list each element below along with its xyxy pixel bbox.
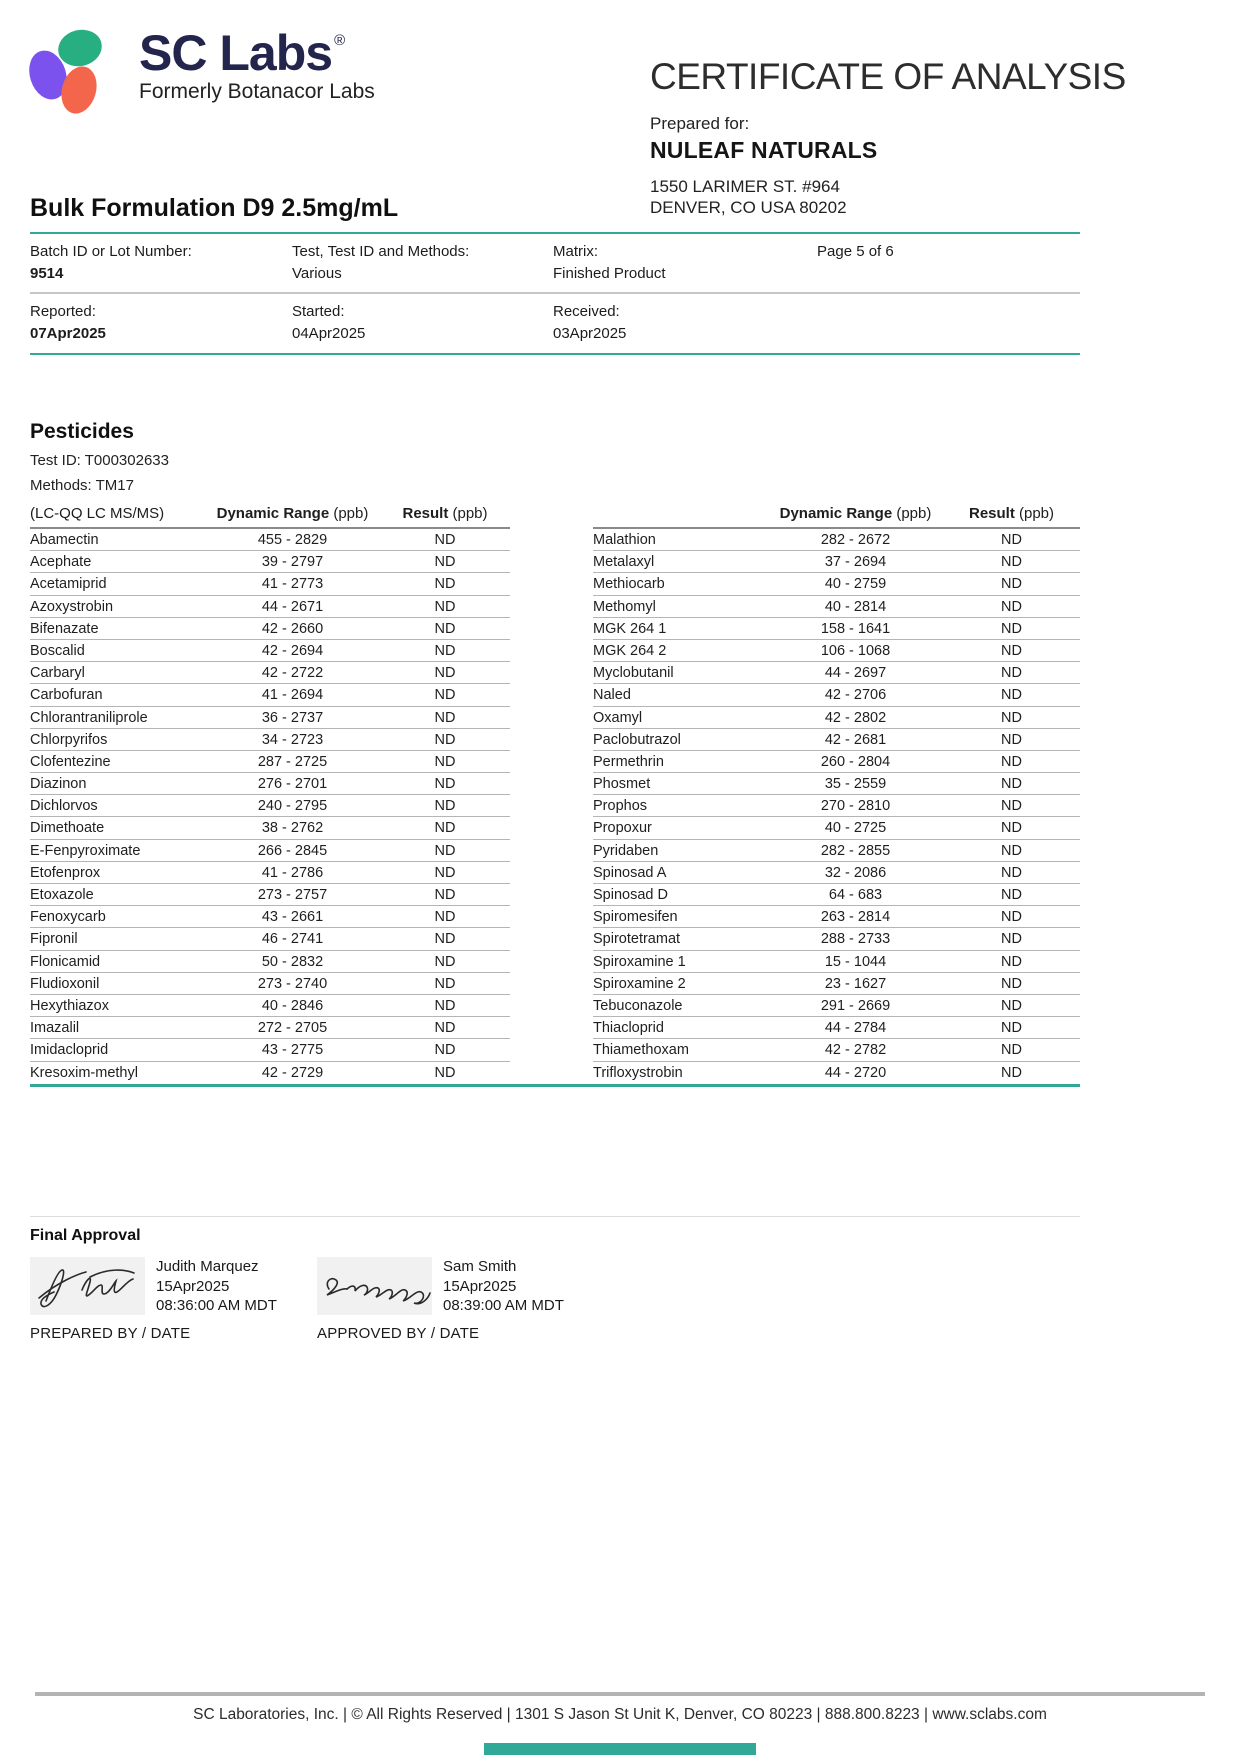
analyte-name: Naled — [593, 687, 631, 704]
prepared-by-group — [30, 1257, 277, 1342]
table-row — [593, 729, 1080, 751]
dynamic-range-value: 455 - 2829 — [257, 532, 328, 548]
result-value: ND — [1001, 975, 1022, 992]
result-value: ND — [434, 753, 456, 770]
result-value: ND — [1001, 1064, 1022, 1081]
dynamic-range-value: 44 - 2784 — [824, 1020, 887, 1037]
analyte-name: Chlorantraniliprole — [30, 709, 148, 726]
pesticides-test-id: Test ID: T000302633 — [30, 452, 169, 469]
result-value: ND — [1001, 820, 1022, 837]
result-value: ND — [434, 842, 456, 859]
sample-info-row-1 — [30, 234, 1080, 294]
dynamic-range-column-header — [205, 505, 380, 527]
dynamic-range-value: 287 - 2725 — [257, 753, 328, 770]
dynamic-range-header-bold: Dynamic Range — [779, 505, 893, 522]
result-value: ND — [434, 931, 456, 948]
dynamic-range-value: 42 - 2729 — [261, 1064, 324, 1081]
client-address-line2: DENVER, CO USA 80202 — [650, 198, 847, 218]
table-row — [30, 973, 510, 995]
dynamic-range-value: 38 - 2762 — [261, 820, 324, 837]
analyte-name: Spiroxamine 1 — [593, 953, 686, 970]
table-row — [593, 596, 1080, 618]
dynamic-range-value: 39 - 2797 — [261, 554, 324, 571]
table-row — [593, 707, 1080, 729]
analyte-name: Methomyl — [593, 598, 656, 615]
result-value: ND — [434, 953, 456, 970]
analyte-name: Dichlorvos — [30, 798, 98, 815]
table-row — [593, 1017, 1080, 1039]
table-row — [593, 551, 1080, 573]
prepared-signer-info — [156, 1257, 277, 1316]
analyte-name: MGK 264 2 — [593, 642, 667, 659]
analyte-name: Abamectin — [30, 532, 99, 548]
approved-signer-name: Sam Smith — [443, 1258, 517, 1275]
analyte-name: Boscalid — [30, 642, 85, 659]
table-row — [30, 1039, 510, 1061]
pesticides-table-left-body — [30, 529, 510, 1084]
table-row — [30, 840, 510, 862]
analyte-name: Imazalil — [30, 1020, 80, 1037]
result-value: ND — [434, 620, 456, 637]
result-value: ND — [1001, 931, 1022, 948]
analyte-name: MGK 264 1 — [593, 620, 667, 637]
pesticides-section-title: Pesticides — [30, 420, 134, 443]
result-value: ND — [434, 975, 456, 992]
dynamic-range-value: 106 - 1068 — [820, 642, 891, 659]
dynamic-range-value: 42 - 2660 — [261, 620, 324, 637]
analyte-name: Hexythiazox — [30, 997, 109, 1014]
pesticides-tables — [30, 502, 1080, 1087]
table-row — [593, 773, 1080, 795]
sclabs-logo-mark-icon — [30, 28, 125, 118]
result-column-header — [380, 505, 510, 527]
table-row — [30, 1062, 510, 1084]
started-label: Started: — [292, 303, 345, 320]
result-value: ND — [1001, 709, 1022, 726]
page-indicator: Page 5 of 6 — [817, 243, 894, 260]
table-row — [30, 928, 510, 950]
table-row — [30, 596, 510, 618]
dynamic-range-value: 282 - 2672 — [820, 532, 891, 548]
dynamic-range-value: 42 - 2802 — [824, 709, 887, 726]
approved-sign-date: 15Apr2025 — [443, 1277, 517, 1295]
reported-label: Reported: — [30, 303, 96, 320]
pesticides-table-left — [30, 502, 510, 1084]
table-row — [593, 684, 1080, 706]
table-row — [593, 951, 1080, 973]
table-row — [30, 906, 510, 928]
dynamic-range-value: 15 - 1044 — [824, 953, 887, 970]
table-row — [30, 618, 510, 640]
analyte-name: Myclobutanil — [593, 665, 674, 682]
table-row — [593, 618, 1080, 640]
analyte-name: Spinosad A — [593, 864, 667, 881]
result-value: ND — [1001, 798, 1022, 815]
pesticides-table-right-header — [593, 502, 1080, 529]
result-value: ND — [434, 887, 456, 903]
result-value: ND — [1001, 642, 1022, 659]
dynamic-range-value: 40 - 2814 — [824, 598, 887, 615]
dynamic-range-value: 41 - 2786 — [261, 864, 324, 881]
table-row — [593, 573, 1080, 595]
result-value: ND — [1001, 598, 1022, 615]
result-value: ND — [1001, 576, 1022, 593]
result-value: ND — [1001, 532, 1022, 548]
analyte-name: Prophos — [593, 798, 648, 815]
started-value: 04Apr2025 — [292, 325, 366, 342]
analyte-name: Paclobutrazol — [593, 731, 681, 748]
dynamic-range-value: 291 - 2669 — [820, 997, 891, 1014]
analyte-name: Clofentezine — [30, 753, 111, 770]
started-cell — [292, 303, 553, 342]
result-value: ND — [434, 1064, 456, 1081]
analyte-name: Permethrin — [593, 753, 664, 770]
dynamic-range-value: 42 - 2782 — [824, 1042, 887, 1059]
analyte-name: Azoxystrobin — [30, 598, 114, 615]
table-row — [593, 840, 1080, 862]
table-row — [30, 995, 510, 1017]
approved-by-label: APPROVED BY / DATE — [317, 1324, 480, 1342]
dynamic-range-header-unit: (ppb) — [329, 505, 369, 522]
dynamic-range-value: 44 - 2697 — [824, 665, 887, 682]
result-value: ND — [434, 665, 456, 682]
dynamic-range-header-bold: Dynamic Range — [216, 505, 330, 522]
result-value: ND — [1001, 953, 1022, 970]
result-value: ND — [1001, 864, 1022, 881]
analyte-name: Diazinon — [30, 776, 87, 793]
prepared-signature-image — [30, 1257, 145, 1315]
result-value: ND — [434, 576, 456, 593]
table-row — [30, 729, 510, 751]
analyte-name: Thiamethoxam — [593, 1042, 689, 1059]
analyte-name: Spinosad D — [593, 887, 668, 903]
dynamic-range-value: 34 - 2723 — [261, 731, 324, 748]
sample-info-table — [30, 232, 1080, 355]
table-row — [30, 707, 510, 729]
result-value: ND — [434, 1042, 456, 1059]
bottom-accent-bar — [484, 1743, 756, 1755]
dynamic-range-value: 44 - 2720 — [824, 1064, 887, 1081]
dynamic-range-value: 270 - 2810 — [820, 798, 891, 815]
analyte-name: Malathion — [593, 532, 656, 548]
client-name: NULEAF NATURALS — [650, 137, 878, 163]
result-value: ND — [434, 642, 456, 659]
table-row — [593, 995, 1080, 1017]
empty-cell — [817, 303, 1080, 342]
result-value: ND — [434, 864, 456, 881]
result-value: ND — [1001, 731, 1022, 748]
result-value: ND — [434, 997, 456, 1014]
dynamic-range-value: 42 - 2706 — [824, 687, 887, 704]
analyte-name: Fipronil — [30, 931, 78, 948]
table-row — [30, 951, 510, 973]
result-value: ND — [1001, 887, 1022, 903]
table-row — [593, 529, 1080, 551]
analyte-name: Propoxur — [593, 820, 652, 837]
table-row — [30, 684, 510, 706]
analyte-name: Tebuconazole — [593, 997, 683, 1014]
sample-info-row-2 — [30, 294, 1080, 353]
result-value: ND — [1001, 1020, 1022, 1037]
sclabs-logo — [30, 25, 375, 118]
certificate-title: CERTIFICATE OF ANALYSIS — [650, 56, 1126, 97]
analyte-name: Spiroxamine 2 — [593, 975, 686, 992]
result-value: ND — [434, 532, 456, 548]
matrix-value: Finished Product — [553, 265, 666, 282]
analyte-name: Dimethoate — [30, 820, 105, 837]
received-value: 03Apr2025 — [553, 325, 627, 342]
result-value: ND — [1001, 753, 1022, 770]
result-header-unit: (ppb) — [448, 505, 488, 522]
table-row — [593, 817, 1080, 839]
dynamic-range-value: 50 - 2832 — [261, 953, 324, 970]
result-value: ND — [1001, 1042, 1022, 1059]
analyte-name: Acetamiprid — [30, 576, 107, 593]
analyte-name: Etoxazole — [30, 887, 94, 903]
result-value: ND — [1001, 842, 1022, 859]
table-row — [30, 529, 510, 551]
result-header-unit: (ppb) — [1014, 505, 1055, 522]
analyte-name: Thiacloprid — [593, 1020, 664, 1037]
table-row — [30, 751, 510, 773]
dynamic-range-value: 64 - 683 — [828, 887, 883, 903]
received-label: Received: — [553, 303, 620, 320]
analyte-name: Etofenprox — [30, 864, 101, 881]
dynamic-range-column-header — [768, 505, 943, 527]
dynamic-range-value: 41 - 2773 — [261, 576, 324, 593]
received-cell — [553, 303, 817, 342]
table-row — [593, 884, 1080, 906]
table-row — [593, 662, 1080, 684]
analyte-name: Carbaryl — [30, 665, 85, 682]
table-row — [30, 817, 510, 839]
table-row — [593, 640, 1080, 662]
footer-text: SC Laboratories, Inc. | © All Rights Reserved | 1301 S Jason St Unit K, Denver, CO 80223 | 888.800.8223 | www.sclabs.com — [193, 1706, 1047, 1723]
dynamic-range-value: 23 - 1627 — [824, 975, 887, 992]
dynamic-range-value: 37 - 2694 — [824, 554, 887, 571]
prepared-by-label: PREPARED BY / DATE — [30, 1324, 191, 1342]
matrix-label: Matrix: — [553, 243, 598, 260]
dynamic-range-value: 282 - 2855 — [820, 842, 891, 859]
analyte-name: Fenoxycarb — [30, 909, 106, 926]
dynamic-range-value: 40 - 2725 — [824, 820, 887, 837]
result-value: ND — [1001, 554, 1022, 571]
analyte-name: Acephate — [30, 554, 92, 571]
registered-trademark-symbol: ® — [334, 32, 346, 49]
approved-sign-time: 08:39:00 AM MDT — [443, 1297, 564, 1314]
approved-signer-info — [443, 1257, 564, 1316]
result-value: ND — [434, 598, 456, 615]
dynamic-range-value: 276 - 2701 — [257, 776, 328, 793]
table-row — [30, 662, 510, 684]
dynamic-range-value: 44 - 2671 — [261, 598, 324, 615]
table-row — [593, 795, 1080, 817]
table-row — [30, 551, 510, 573]
table-row — [593, 1062, 1080, 1084]
approved-signature-image — [317, 1257, 432, 1315]
test-methods-label: Test, Test ID and Methods: — [292, 243, 470, 260]
dynamic-range-value: 41 - 2694 — [261, 687, 324, 704]
analyte-name: Kresoxim-methyl — [30, 1064, 138, 1081]
pesticides-table-right — [593, 502, 1080, 1084]
analyte-name: Trifloxystrobin — [593, 1064, 683, 1081]
dynamic-range-value: 42 - 2694 — [261, 642, 324, 659]
analyte-name: Carbofuran — [30, 687, 103, 704]
pesticides-section — [30, 420, 1080, 1087]
batch-id-label: Batch ID or Lot Number: — [30, 243, 192, 260]
analyte-name: Spirotetramat — [593, 931, 681, 948]
result-value: ND — [1001, 776, 1022, 793]
prepared-sign-time: 08:36:00 AM MDT — [156, 1297, 277, 1314]
result-value: ND — [434, 709, 456, 726]
final-approval-title: Final Approval — [30, 1227, 141, 1244]
dynamic-range-header-unit: (ppb) — [892, 505, 932, 522]
table-row — [30, 640, 510, 662]
analyte-name: Chlorpyrifos — [30, 731, 108, 748]
test-methods-value: Various — [292, 265, 342, 282]
result-value: ND — [1001, 665, 1022, 682]
test-methods-cell — [292, 243, 553, 282]
result-header-bold: Result — [402, 505, 449, 522]
brand-name: SC Labs — [139, 25, 333, 81]
result-value: ND — [434, 554, 456, 571]
dynamic-range-value: 266 - 2845 — [257, 842, 328, 859]
result-value: ND — [434, 1020, 456, 1037]
logo-text-block — [139, 25, 375, 104]
table-row — [30, 773, 510, 795]
table-row — [30, 1017, 510, 1039]
certificate-header — [650, 56, 1126, 219]
result-value: ND — [434, 798, 456, 815]
table-row — [30, 862, 510, 884]
result-value: ND — [1001, 909, 1022, 926]
analyte-name: Metalaxyl — [593, 554, 655, 571]
dynamic-range-value: 158 - 1641 — [820, 620, 891, 637]
table-row — [593, 751, 1080, 773]
result-value: ND — [1001, 620, 1022, 637]
dynamic-range-value: 42 - 2681 — [824, 731, 887, 748]
dynamic-range-value: 46 - 2741 — [261, 931, 324, 948]
reported-value: 07Apr2025 — [30, 325, 106, 342]
result-value: ND — [434, 909, 456, 926]
analyte-name: Imidacloprid — [30, 1042, 109, 1059]
matrix-cell — [553, 243, 817, 282]
dynamic-range-value: 273 - 2740 — [257, 975, 328, 992]
product-title: Bulk Formulation D9 2.5mg/mL — [30, 194, 399, 222]
client-address — [650, 176, 1080, 219]
table-row — [30, 795, 510, 817]
table-row — [593, 928, 1080, 950]
pesticides-table-right-body — [593, 529, 1080, 1084]
dynamic-range-value: 40 - 2759 — [824, 576, 887, 593]
dynamic-range-value: 240 - 2795 — [257, 798, 328, 815]
page-indicator-cell — [817, 243, 1080, 282]
analyte-name: Oxamyl — [593, 709, 643, 726]
prepared-signer-name: Judith Marquez — [156, 1258, 259, 1275]
prepared-for-label: Prepared for: — [650, 114, 750, 133]
dynamic-range-value: 43 - 2661 — [261, 909, 324, 926]
signature-area — [30, 1257, 1080, 1362]
table-row — [30, 884, 510, 906]
pesticides-table-left-header — [30, 502, 510, 529]
analyte-name: Phosmet — [593, 776, 651, 793]
dynamic-range-value: 35 - 2559 — [824, 776, 887, 793]
prepared-sign-date: 15Apr2025 — [156, 1277, 230, 1295]
batch-id-cell — [30, 243, 292, 282]
analyte-name: E-Fenpyroximate — [30, 842, 141, 859]
table-row — [30, 573, 510, 595]
batch-id-value: 9514 — [30, 265, 64, 282]
footer-divider — [35, 1692, 1205, 1696]
table-row — [593, 1039, 1080, 1061]
result-value: ND — [434, 776, 456, 793]
dynamic-range-value: 260 - 2804 — [820, 753, 891, 770]
dynamic-range-value: 40 - 2846 — [261, 997, 324, 1014]
dynamic-range-value: 43 - 2775 — [261, 1042, 324, 1059]
analyte-name: Pyridaben — [593, 842, 659, 859]
analyte-name: Spiromesifen — [593, 909, 678, 926]
analyte-name: Methiocarb — [593, 576, 665, 593]
approved-by-group — [317, 1257, 564, 1342]
result-value: ND — [434, 687, 456, 704]
brand-tagline: Formerly Botanacor Labs — [139, 80, 375, 103]
client-address-line1: 1550 LARIMER ST. #964 — [650, 177, 840, 196]
dynamic-range-value: 288 - 2733 — [820, 931, 891, 948]
analyte-name: Flonicamid — [30, 953, 101, 970]
dynamic-range-value: 42 - 2722 — [261, 665, 324, 682]
table-row — [593, 862, 1080, 884]
table-row — [593, 973, 1080, 995]
analyte-name: Bifenazate — [30, 620, 99, 637]
analyte-name: Fludioxonil — [30, 975, 100, 992]
empty-header-cell — [593, 522, 768, 527]
pesticides-methods: Methods: TM17 — [30, 477, 134, 494]
result-value: ND — [434, 731, 456, 748]
result-value: ND — [1001, 997, 1022, 1014]
dynamic-range-value: 32 - 2086 — [824, 864, 887, 881]
dynamic-range-value: 273 - 2757 — [257, 887, 328, 903]
dynamic-range-value: 36 - 2737 — [261, 709, 324, 726]
table-row — [593, 906, 1080, 928]
result-value: ND — [1001, 687, 1022, 704]
reported-cell — [30, 303, 292, 342]
dynamic-range-value: 272 - 2705 — [257, 1020, 328, 1037]
result-header-bold: Result — [968, 505, 1015, 522]
result-value: ND — [434, 820, 456, 837]
dynamic-range-value: 263 - 2814 — [820, 909, 891, 926]
final-approval-section — [30, 1216, 1080, 1362]
instrument-label: (LC-QQ LC MS/MS) — [30, 505, 165, 522]
result-column-header — [943, 505, 1080, 527]
